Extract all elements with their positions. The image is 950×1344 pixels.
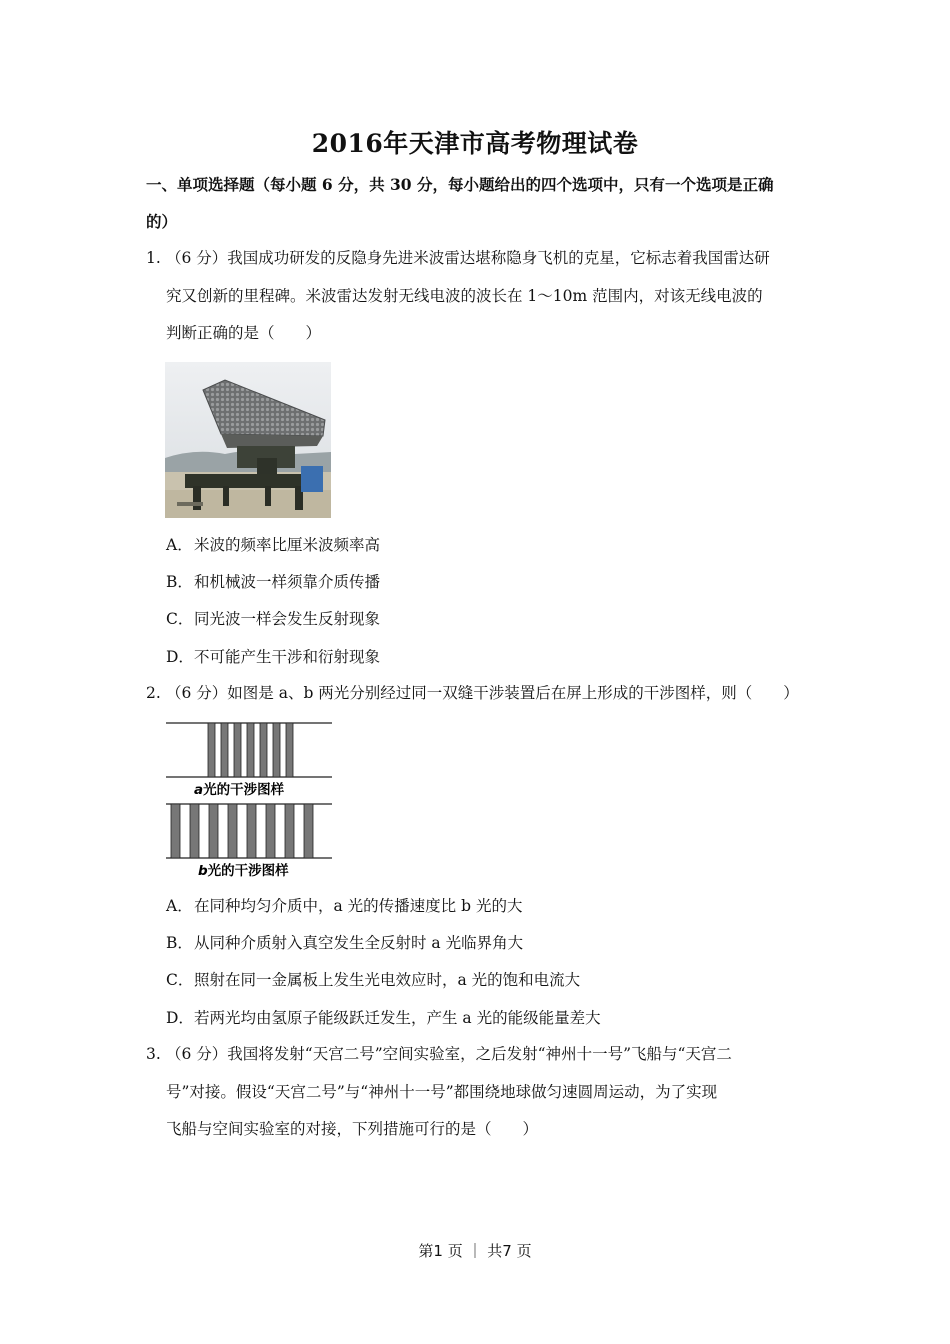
question-1-line1: （6 分）我国成功研发的反隐身先进米波雷达堪称隐身飞机的克星，它标志着我国雷达研 bbox=[166, 249, 770, 267]
question-1-number: 1. bbox=[146, 249, 161, 267]
question-2 bbox=[146, 675, 811, 713]
q1-option-a: A．米波的频率比厘米波频率高 bbox=[166, 536, 381, 554]
question-3-number: 3. bbox=[146, 1045, 161, 1063]
q1-option-b: B．和机械波一样须靠介质传播 bbox=[166, 573, 381, 591]
question-3 bbox=[146, 1036, 811, 1149]
question-3-line2: 号”对接。假设“天宫二号”与“神州十一号”都围绕地球做匀速圆周运动，为了实现 bbox=[166, 1082, 718, 1101]
question-3-line1: （6 分）我国将发射“天宫二号”空间实验室，之后发射“神州十一号”飞船与“天宫二 bbox=[166, 1045, 732, 1063]
page-footer: 第1 页 ｜ 共7 页 bbox=[418, 1242, 532, 1260]
section-heading bbox=[146, 166, 811, 240]
question-1-line2: 究又创新的里程碑。米波雷达发射无线电波的波长在 1～10m 范围内，对该无线电波的 bbox=[166, 286, 763, 305]
pattern-a bbox=[166, 723, 332, 798]
section-heading-line2: 的） bbox=[146, 212, 178, 231]
question-2-number: 2. bbox=[146, 684, 161, 702]
q1-option-c: C．同光波一样会发生反射现象 bbox=[166, 610, 381, 628]
question-2-line1: （6 分）如图是 a、b 两光分别经过同一双缝干涉装置后在屏上形成的干涉图样，则（ ） bbox=[166, 684, 799, 702]
exam-title: 2016年天津市高考物理试卷 bbox=[311, 129, 639, 158]
q2-option-d: D．若两光均由氢原子能级跃迁发生，产生 a 光的能级能量差大 bbox=[166, 1009, 601, 1027]
question-3-line3: 飞船与空间实验室的对接，下列措施可行的是（ ） bbox=[166, 1120, 539, 1138]
svg-text:a光的干涉图样: a光的干涉图样 bbox=[194, 782, 285, 798]
question-1-line3: 判断正确的是（ ） bbox=[166, 324, 322, 342]
question-1 bbox=[146, 240, 811, 353]
q1-option-d: D．不可能产生干涉和衍射现象 bbox=[166, 648, 381, 666]
interference-figure bbox=[166, 720, 332, 882]
svg-text:b光的干涉图样: b光的干涉图样 bbox=[198, 863, 289, 879]
q2-option-a: A．在同种均匀介质中，a 光的传播速度比 b 光的大 bbox=[166, 897, 523, 915]
pattern-b bbox=[166, 804, 332, 879]
q2-option-c: C．照射在同一金属板上发生光电效应时，a 光的饱和电流大 bbox=[166, 971, 581, 989]
radar-photo bbox=[165, 362, 331, 518]
q2-option-b: B．从同种介质射入真空发生全反射时 a 光临界角大 bbox=[166, 934, 524, 952]
section-heading-line1: 一、单项选择题（每小题 6 分，共 30 分，每小题给出的四个选项中，只有一个选项是正确 bbox=[146, 175, 774, 194]
